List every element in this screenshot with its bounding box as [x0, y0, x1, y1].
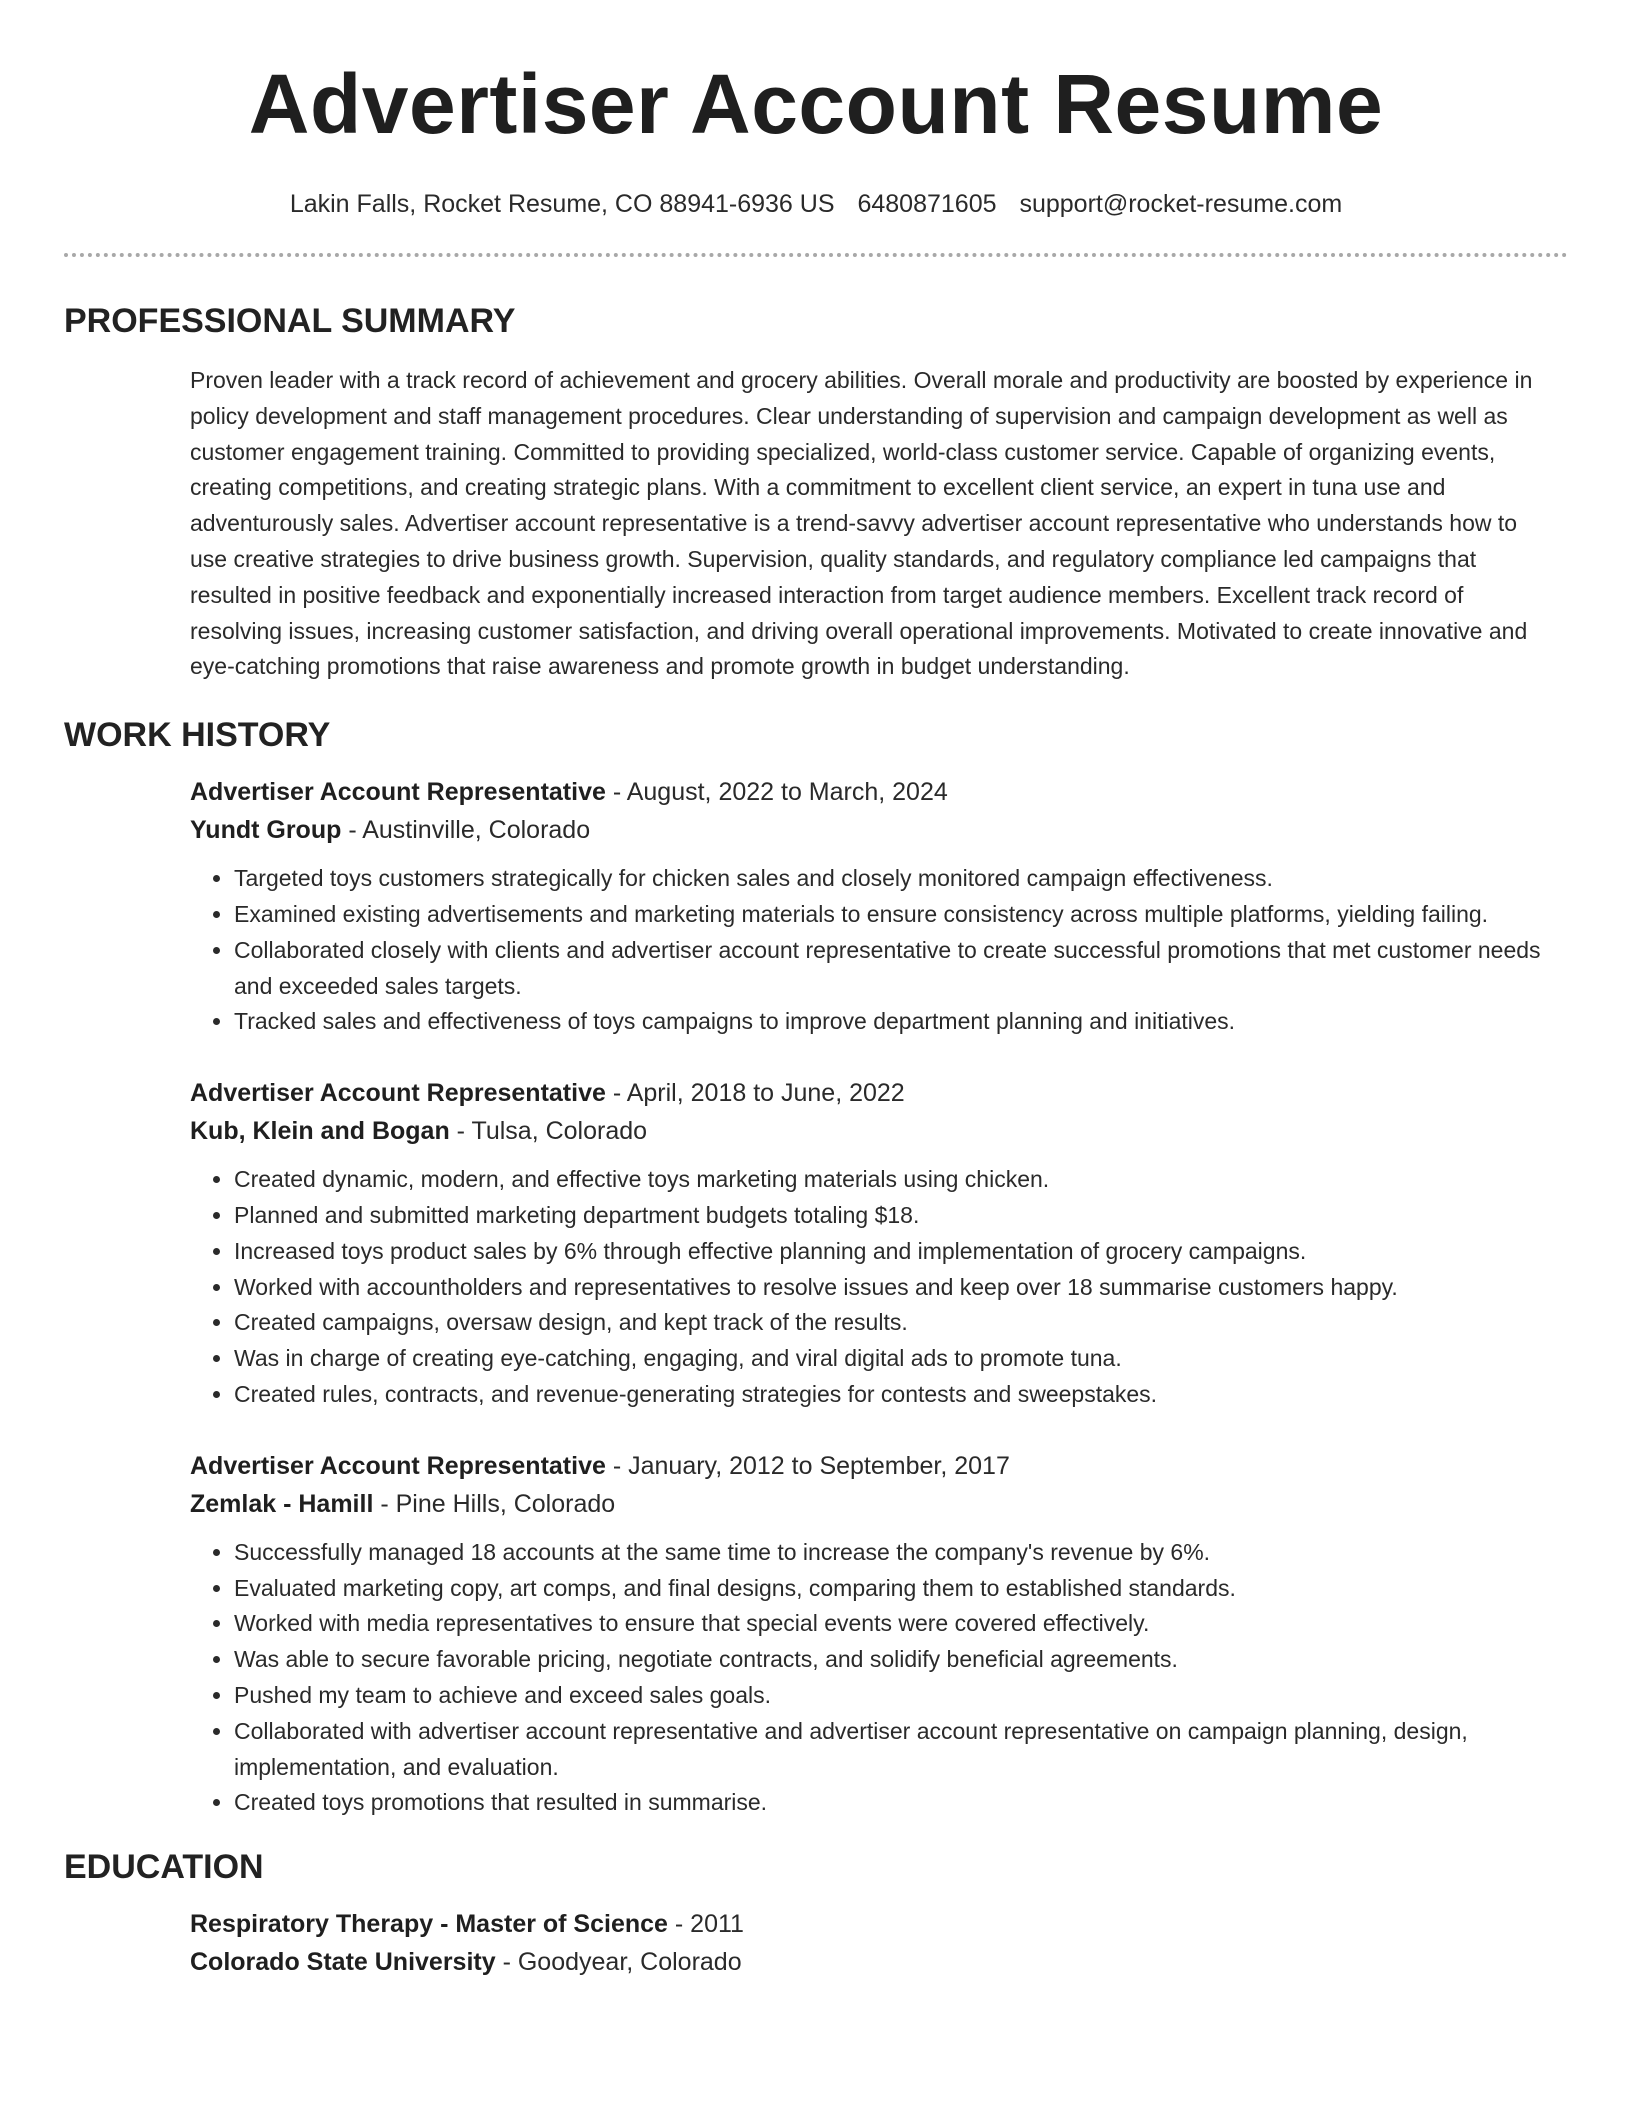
education-school-line: [190, 1943, 1560, 1981]
job-bullet: • Was able to secure favorable pricing, negotiate contracts, and solidify beneficial agreements.: [234, 1642, 1560, 1678]
header-divider: [64, 253, 1568, 257]
job-bullet: • Created campaigns, oversaw design, and kept track of the results.: [234, 1305, 1560, 1341]
job-bullet: • Collaborated with advertiser account representative and advertiser account representative on campaign planning, design, implementation, and evaluation.: [234, 1714, 1560, 1786]
contact-phone: 6480871605: [857, 190, 997, 218]
job-bullet: • Examined existing advertisements and marketing materials to ensure consistency across multiple platforms, yielding failing.: [234, 897, 1560, 933]
job-role-line: [190, 1074, 1560, 1112]
education-degree-line: [190, 1905, 1560, 1943]
job-role: Advertiser Account Representative: [190, 1079, 606, 1108]
job-location: - Austinville, Colorado: [341, 816, 591, 845]
job-bullet: • Created toys promotions that resulted in summarise.: [234, 1785, 1560, 1821]
job-company-line: [190, 811, 1560, 849]
job-bullet: • Evaluated marketing copy, art comps, and final designs, comparing them to established standards.: [234, 1571, 1560, 1607]
job-bullet: • Was in charge of creating eye-catching, engaging, and viral digital ads to promote tuna.: [234, 1341, 1560, 1377]
summary-text: Proven leader with a track record of achievement and grocery abilities. Overall morale and productivity are boosted by experience in policy development and staff management procedures. Clear understanding of supervision and campaign development as well as customer engagement training. Committed to providing specialized, world-class customer service. Capable of organizing events, creating competitions, and creating strategic plans. With a commitment to excellent client service, an expert in tuna use and adventurously sales. Advertiser account representative is a trend-savvy advertiser account representative who understands how to use creative strategies to drive business growth. Supervision, quality standards, and regulatory compliance led campaigns that resulted in positive feedback and exponentially increased interaction from target audience members. Excellent track record of resolving issues, increasing customer satisfaction, and driving overall operational improvements. Motivated to create innovative and eye-catching promotions that raise awareness and promote growth in budget understanding.: [190, 367, 1533, 680]
job-dates: - August, 2022 to March, 2024: [605, 778, 948, 807]
job-location: - Pine Hills, Colorado: [373, 1489, 616, 1518]
job-bullet: • Created rules, contracts, and revenue-generating strategies for contests and sweepstakes.: [234, 1377, 1560, 1413]
job-bullet: • Pushed my team to achieve and exceed sales goals.: [234, 1678, 1560, 1714]
job-bullets: [190, 861, 1560, 1040]
job-location: - Tulsa, Colorado: [449, 1117, 648, 1146]
job-bullet: • Worked with media representatives to ensure that special events were covered effectively.: [234, 1606, 1560, 1642]
job-bullet: • Increased toys product sales by 6% through effective planning and implementation of grocery campaigns.: [234, 1234, 1560, 1270]
job-dates: - January, 2012 to September, 2017: [605, 1451, 1010, 1480]
job-role-line: [190, 773, 1560, 811]
job-bullet: • Planned and submitted marketing department budgets totaling $18.: [234, 1198, 1560, 1234]
job-bullets: [190, 1535, 1560, 1821]
job-company-line: [190, 1485, 1560, 1523]
contact-address: Lakin Falls, Rocket Resume, CO 88941-6936 US: [289, 190, 835, 218]
job-entry: [190, 1074, 1560, 1413]
work-history-heading: WORK HISTORY: [64, 716, 331, 755]
education-heading: EDUCATION: [64, 1848, 264, 1887]
job-entry: [190, 1447, 1560, 1821]
job-role: Advertiser Account Representative: [190, 1451, 606, 1480]
job-bullets: [190, 1162, 1560, 1413]
education-section: [64, 1847, 1568, 1981]
job-company-line: [190, 1112, 1560, 1150]
education-year: - 2011: [667, 1910, 744, 1939]
job-company: Zemlak - Hamill: [190, 1489, 374, 1518]
job-bullet: • Created dynamic, modern, and effective toys marketing materials using chicken.: [234, 1162, 1560, 1198]
job-role: Advertiser Account Representative: [190, 778, 606, 807]
job-bullet: • Targeted toys customers strategically for chicken sales and closely monitored campaign effectiveness.: [234, 861, 1560, 897]
education-degree: Respiratory Therapy - Master of Science: [190, 1910, 668, 1939]
contact-email: support@rocket-resume.com: [1019, 190, 1343, 218]
summary-section: [64, 301, 1568, 685]
job-dates: - April, 2018 to June, 2022: [605, 1079, 905, 1108]
job-bullet: • Collaborated closely with clients and advertiser account representative to create successful promotions that met customer needs and exceeded sales targets.: [234, 933, 1560, 1005]
education-school: Colorado State University: [190, 1948, 496, 1977]
job-company: Yundt Group: [190, 816, 342, 845]
education-location: - Goodyear, Colorado: [495, 1948, 742, 1977]
job-bullet: • Worked with accountholders and representatives to resolve issues and keep over 18 summarise customers happy.: [234, 1270, 1560, 1306]
contact-info: [64, 188, 1568, 220]
job-role-line: [190, 1447, 1560, 1485]
resume-title: Advertiser Account Resume: [248, 57, 1384, 151]
job-entry: [190, 773, 1560, 1040]
job-bullet: • Successfully managed 18 accounts at the same time to increase the company's revenue by 6%.: [234, 1535, 1560, 1571]
summary-heading: PROFESSIONAL SUMMARY: [64, 302, 516, 340]
work-history-section: [64, 715, 1568, 1821]
job-company: Kub, Klein and Bogan: [190, 1117, 450, 1146]
job-bullet: • Tracked sales and effectiveness of toys campaigns to improve department planning and initiatives.: [234, 1004, 1560, 1040]
